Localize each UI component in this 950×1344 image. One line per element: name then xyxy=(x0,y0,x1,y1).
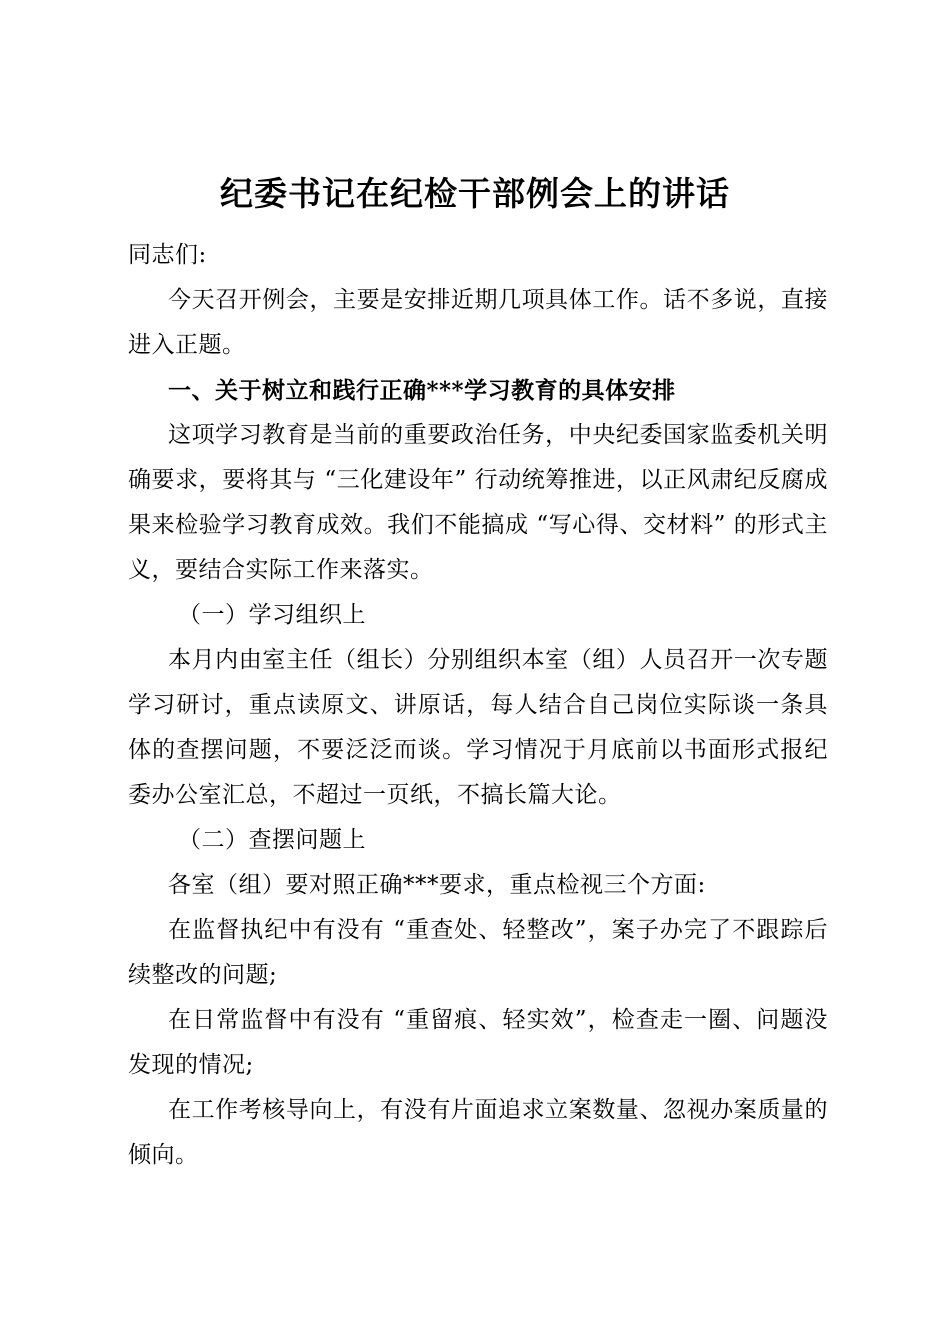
section-1-paragraph: 这项学习教育是当前的重要政治任务，中央纪委国家监委机关明确要求，要将其与 “三化建设年” 行动统筹推进，以正风肃纪反腐成果来检验学习教育成效。我们不能搞成 “写心得、交材料” 的形式主义，要结合实际工作来落实。 xyxy=(128,422,828,583)
list-item: 在工作考核导向上，有没有片面追求立案数量、忽视办案质量的倾向。 xyxy=(128,1097,828,1168)
list-item: 在日常监督中有没有 “重留痕、轻实效”，检查走一圈、问题没发现的情况; xyxy=(128,1007,828,1078)
section-1-heading: 一、关于树立和践行正确***学习教育的具体安排 xyxy=(168,377,676,404)
intro-paragraph: 今天召开例会，主要是安排近期几项具体工作。话不多说，直接进入正题。 xyxy=(128,287,828,358)
subsection-2-heading: （二）查摆问题上 xyxy=(178,827,366,853)
subsection-1-heading: （一）学习组织上 xyxy=(178,602,366,628)
subsection-2-paragraph: 各室（组）要对照正确***要求，重点检视三个方面: xyxy=(168,872,706,898)
document-body xyxy=(128,233,828,1178)
list-item: 在监督执纪中有没有 “重查处、轻整改”，案子办完了不跟踪后续整改的问题; xyxy=(128,917,828,988)
subsection-1-paragraph: 本月内由室主任（组长）分别组织本室（组）人员召开一次专题学习研讨，重点读原文、讲原话，每人结合自己岗位实际谈一条具体的查摆问题，不要泛泛而谈。学习情况于月底前以书面形式报纪委办公室汇总，不超过一页纸，不搞长篇大论。 xyxy=(128,647,828,808)
document-title: 纪委书记在纪检干部例会上的讲话 xyxy=(220,174,730,213)
salutation: 同志们: xyxy=(128,242,207,268)
